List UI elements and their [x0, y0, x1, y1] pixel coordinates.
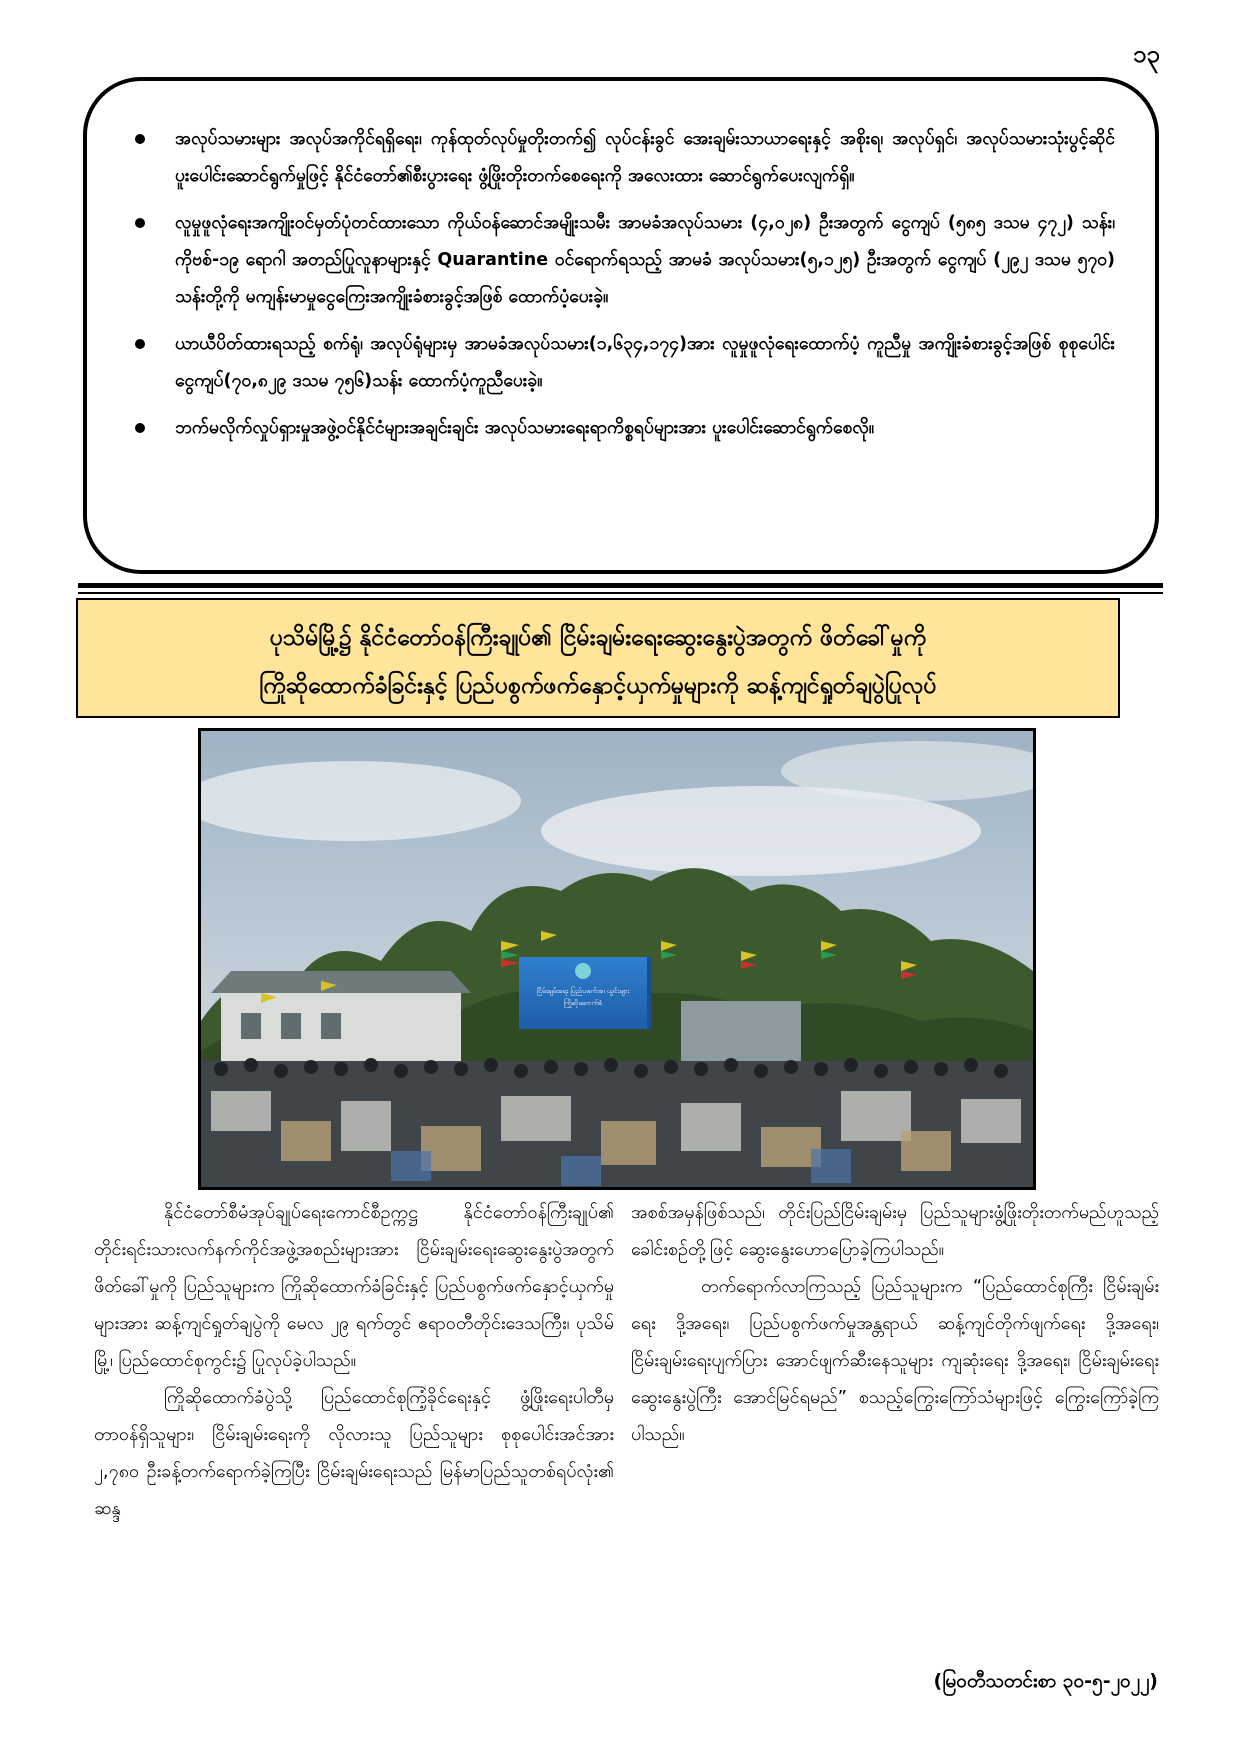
bullet-dot-icon [135, 134, 145, 144]
bullet-text: ဘက်မလိုက်လှုပ်ရှားမှုအဖွဲ့ဝင်နိုင်ငံများအချင်းချင်း အလုပ်သမားရေးရာကိစ္စရပ်များအား ပူးပေါင်းဆောင်ရွက်စေလို။ [175, 418, 875, 438]
highlights-list [123, 121, 1115, 457]
bullet-item [123, 410, 1115, 447]
bullet-item [123, 326, 1115, 400]
bullet-text: ယာယီပိတ်ထားရသည့် စက်ရုံ၊ အလုပ်ရုံများမှ အာမခံအလုပ်သမား(၁,၆၃၄,၁၇၄)အား လူမှုဖူလုံရေးထောက်ပံ့ ကူညီမှု အကျိုးခံစားခွင့်အဖြစ် စုစုပေါင်းငွေကျပ်(၇၀,၈၂၉ ဒသမ ၇၅၆)သန်း ထောက်ပံ့ကူညီပေးခဲ့။ [175, 334, 1115, 391]
highlights-box [83, 77, 1159, 574]
banner-text-line-2: ကြိုဆိုဆောက်ခံ [563, 999, 603, 1007]
bullet-text: အလုပ်သမားများ အလုပ်အကိုင်ရရှိရေး၊ ကုန်ထုတ်လုပ်မှုတိုးတက်၍ လုပ်ငန်းခွင် အေးချမ်းသာယာရေးနှင့် အစိုးရ၊ အလုပ်ရှင်၊ အလုပ်သမားသုံးပွင့်ဆိုင် ပူးပေါင်းဆောင်ရွက်မှုဖြင့် နိုင်ငံတော်၏စီးပွားရေး ဖွံ့ဖြိုးတိုးတက်စေရေးကို အလေးထား ဆောင်ရွက်ပေးလျက်ရှိ။ [175, 129, 1115, 186]
divider-thin [78, 592, 1163, 594]
article-column-right [631, 1194, 1159, 1453]
headline-line-2: ကြိုဆိုထောက်ခံခြင်းနှင့် ပြည်ပစွက်ဖက်နှောင့်ယှက်မှုများကို ဆန့်ကျင်ရှုတ်ချပွဲပြုလုပ် [259, 673, 937, 699]
article-paragraph: တက်ရောက်လာကြသည့် ပြည်သူများက “ပြည်ထောင်စုကြီး ငြိမ်းချမ်းရေး ဒို့အရေး၊ ပြည်ပစွက်ဖက်မှုအန္တရာယ် ဆန့်ကျင်တိုက်ဖျက်ရေး ဒို့အရေး၊ ငြိမ်းချမ်းရေးပျက်ပြား အောင်ဖျက်ဆီးနေသူများ ကျဆုံးရေး ဒို့အရေး၊ ငြိမ်းချမ်းရေးဆွေးနွေးပွဲကြီး အောင်မြင်ရမည်” စသည့်ကြွေးကြော်သံများဖြင့် ကြွေးကြော်ခဲ့ကြပါသည်။ [631, 1276, 1159, 1445]
article-paragraph: အစစ်အမှန်ဖြစ်သည်၊ တိုင်းပြည်ငြိမ်းချမ်းမှ ပြည်သူများဖွံ့ဖြိုးတိုးတက်မည်ဟူသည့် ခေါင်းစဉ်တို့ဖြင့် ဆွေးနွေးဟောပြောခဲ့ကြပါသည်။ [631, 1202, 1159, 1260]
divider-thick [78, 583, 1163, 588]
bullet-dot-icon [135, 423, 145, 433]
article-paragraph: နိုင်ငံတော်စီမံအုပ်ချုပ်ရေးကောင်စီဥက္ကဋ္ဌ နိုင်ငံတော်ဝန်ကြီးချုပ်၏ တိုင်းရင်းသားလက်နက်ကိုင်အဖွဲ့အစည်းများအား ငြိမ်းချမ်းရေးဆွေးနွေးပွဲအတွက် ဖိတ်ခေါ်မှုကို ပြည်သူများက ကြိုဆိုထောက်ခံခြင်းနှင့် ပြည်ပစွက်ဖက်နှောင့်ယှက်မှုများအား ဆန့်ကျင်ရှုတ်ချပွဲကို မေလ ၂၉ ရက်တွင် ဧရာဝတီတိုင်းဒေသကြီး၊ ပုသိမ်မြို့၊ ပြည်ထောင်စုကွင်း၌ ပြုလုပ်ခဲ့ပါသည်။ [94, 1202, 614, 1371]
source-citation: (မြဝတီသတင်းစာ ၃၀-၅-၂၀၂၂) [933, 1670, 1158, 1692]
page-number: ၁၃ [1133, 40, 1160, 68]
bullet-item [123, 121, 1115, 195]
bullet-dot-icon [135, 218, 145, 228]
bullet-item [123, 205, 1115, 316]
bullet-text: လူမှုဖူလုံရေးအကျိုးဝင်မှတ်ပုံတင်ထားသော ကိုယ်ဝန်ဆောင်အမျိုးသမီး အာမခံအလုပ်သမား (၄,၀၂၈) ဦးအတွက် ငွေကျပ် (၅၈၅ ဒသမ ၄၇၂) သန်း၊ ကိုဗစ်-၁၉ ရောဂါ အတည်ပြုလူနာများနှင့် Quarantine ဝင်ရောက်ရသည့် အာမခံ အလုပ်သမား(၅,၁၂၅) ဦးအတွက် ငွေကျပ် (၂၉၂ ဒသမ ၅၇၀) သန်းတို့ကို မကျန်းမာမှုငွေကြေးအကျိုးခံစားခွင့်အဖြစ် ထောက်ပံ့ပေးခဲ့။ [175, 213, 1115, 307]
bullet-dot-icon [135, 339, 145, 349]
headline-line-1: ပုသိမ်မြို့၌ နိုင်ငံတော်ဝန်ကြီးချုပ်၏ ငြိမ်းချမ်းရေးဆွေးနွေးပွဲအတွက် ဖိတ်ခေါ်မှုကို [269, 625, 927, 651]
article-headline [76, 598, 1120, 718]
article-paragraph: ကြိုဆိုထောက်ခံပွဲသို့ ပြည်ထောင်စုကြံ့ခိုင်ရေးနှင့် ဖွံ့ဖြိုးရေးပါတီမှ တာဝန်ရှိသူများ၊ ငြိမ်းချမ်းရေးကို လိုလားသူ ပြည်သူများ စုစုပေါင်းအင်အား ၂,၇၈၀ ဦးခန့်တက်ရောက်ခဲ့ကြပြီး ငြိမ်းချမ်းရေးသည် မြန်မာပြည်သူတစ်ရပ်လုံး၏ ဆန္ဒ [94, 1387, 614, 1519]
banner-text-line-1: ငြိမ်းချမ်းရေး ပြည်ပဖက်အ၊ ယွင်းများ [536, 987, 630, 995]
article-column-left [94, 1194, 614, 1527]
event-photo [198, 728, 1036, 1190]
